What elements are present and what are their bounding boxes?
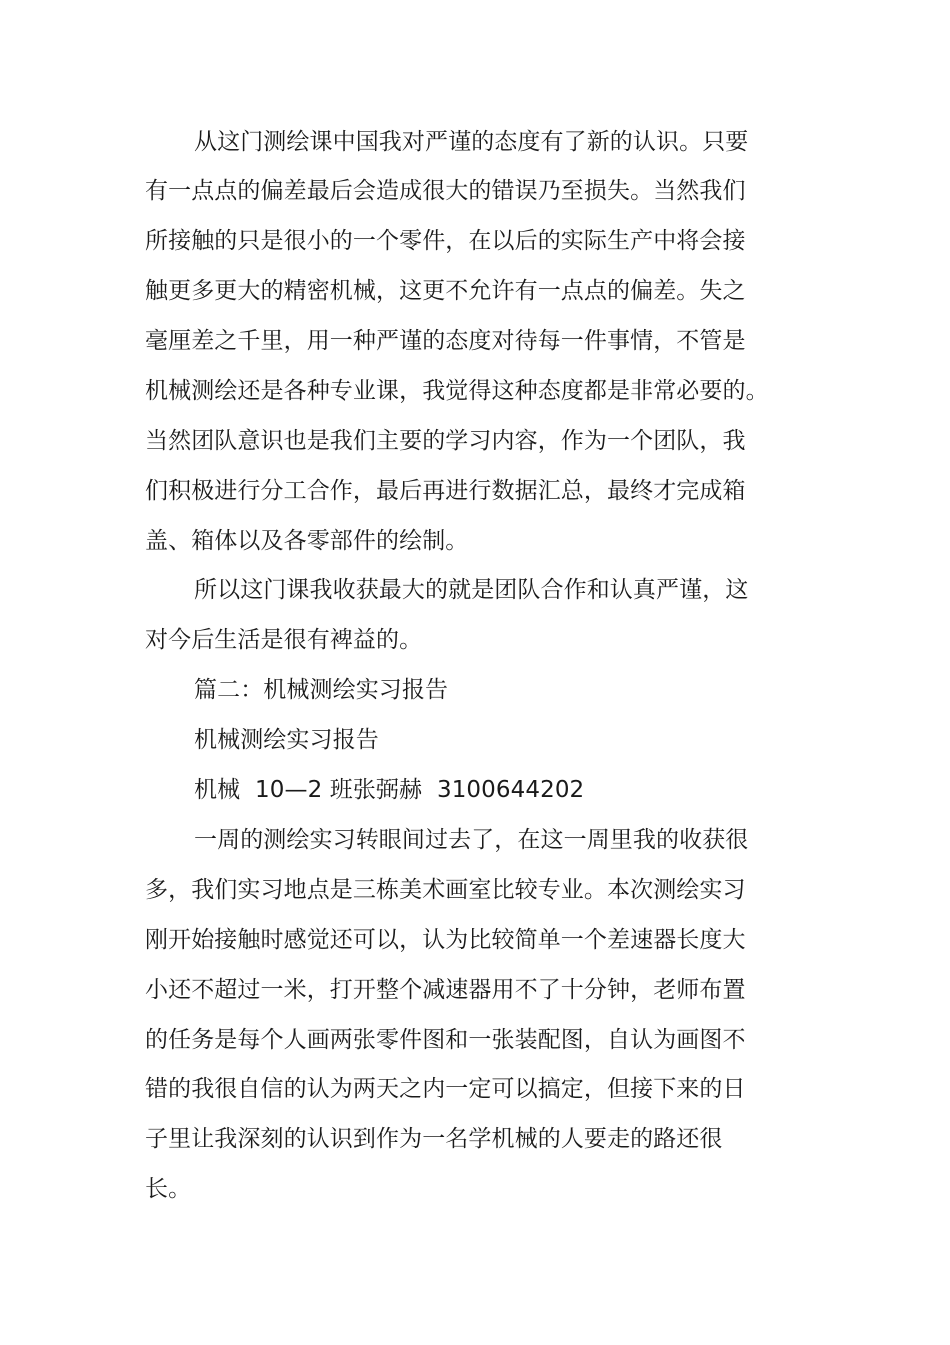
section-heading: 篇二：机械测绘实习报告 [194, 677, 449, 703]
paragraph-line: 小还不超过一米，打开整个减速器用不了十分钟，老师布置 [145, 977, 746, 1003]
paragraph-line: 错的我很自信的认为两天之内一定可以搞定，但接下来的日 [145, 1076, 746, 1102]
paragraph-line: 子里让我深刻的认识到作为一名学机械的人要走的路还很 [145, 1126, 723, 1152]
paragraph-line: 多，我们实习地点是三栋美术画室比较专业。本次测绘实习 [145, 877, 746, 903]
paragraph-line: 从这门测绘课中国我对严谨的态度有了新的认识。只要 [194, 129, 749, 155]
paragraph-line: 刚开始接触时感觉还可以，认为比较简单一个差速器长度大 [145, 927, 746, 953]
paragraph-line: 机械测绘还是各种专业课，我觉得这种态度都是非常必要的。 [145, 378, 769, 404]
paragraph-line: 盖、箱体以及各零部件的绘制。 [145, 528, 469, 554]
report-title: 机械测绘实习报告 [194, 727, 379, 753]
paragraph-line: 所接触的只是很小的一个零件，在以后的实际生产中将会接 [145, 228, 746, 254]
paragraph-line: 当然团队意识也是我们主要的学习内容，作为一个团队，我 [145, 428, 746, 454]
paragraph-line: 对今后生活是很有裨益的。 [145, 627, 423, 653]
paragraph-line: 触更多更大的精密机械，这更不允许有一点点的偏差。失之 [145, 278, 746, 304]
author-line: 机械 10—2 班张弼赫 3100644202 [194, 777, 585, 803]
paragraph-line: 所以这门课我收获最大的就是团队合作和认真严谨，这 [194, 577, 749, 603]
paragraph-line: 们积极进行分工合作，最后再进行数据汇总，最终才完成箱 [145, 478, 746, 504]
paragraph-line: 的任务是每个人画两张零件图和一张装配图，自认为画图不 [145, 1027, 746, 1053]
paragraph-line: 一周的测绘实习转眼间过去了，在这一周里我的收获很 [194, 827, 749, 853]
paragraph-line: 毫厘差之千里，用一种严谨的态度对待每一件事情，不管是 [145, 328, 746, 354]
paragraph-line: 长。 [145, 1176, 192, 1202]
paragraph-line: 有一点点的偏差最后会造成很大的错误乃至损失。当然我们 [145, 178, 746, 204]
